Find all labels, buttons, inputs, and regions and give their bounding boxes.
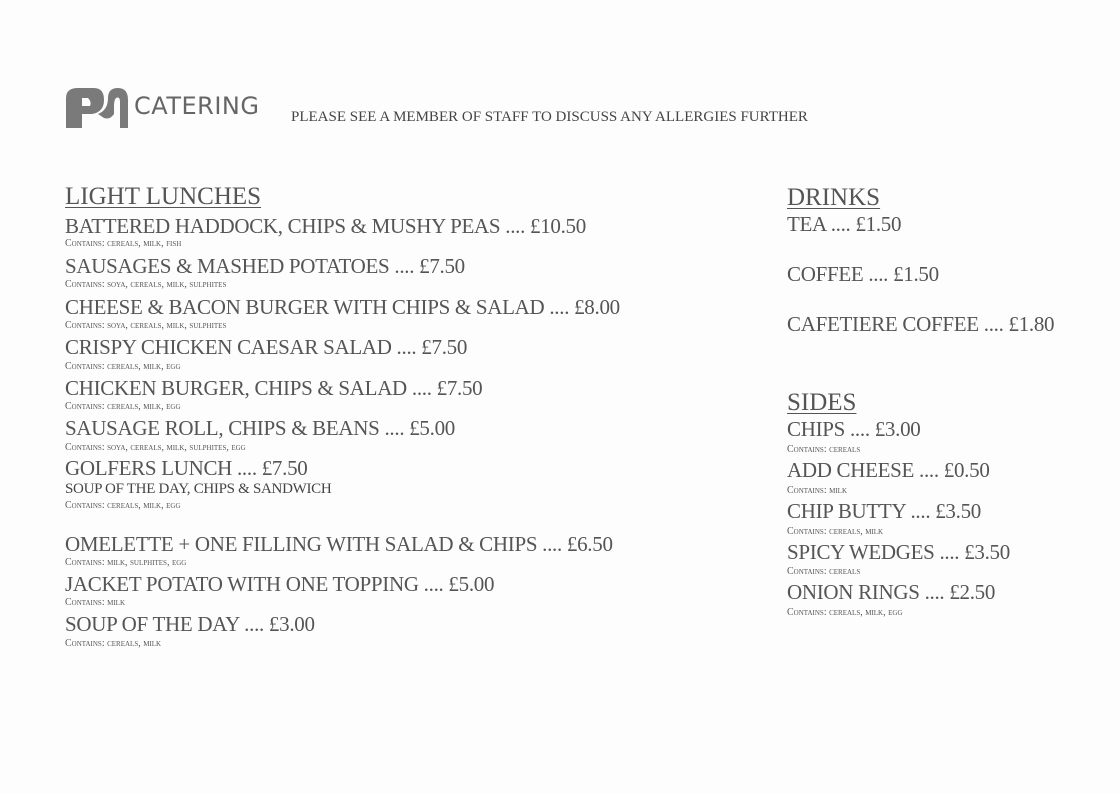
side-item: ONION RINGS .... £2.50: [787, 580, 996, 604]
side-item: CHIPS .... £3.00: [787, 417, 921, 441]
sides-heading: SIDES: [787, 389, 857, 416]
menu-item: BATTERED HADDOCK, CHIPS & MUSHY PEAS .... £10.50: [65, 214, 586, 238]
allergen-info: Contains: cereals, milk, egg: [65, 361, 181, 372]
allergen-info: Contains: milk: [65, 597, 125, 608]
allergen-info: Contains: cereals, milk, egg: [65, 401, 181, 412]
drink-item: COFFEE .... £1.50: [787, 262, 939, 286]
drink-item: CAFETIERE COFFEE .... £1.80: [787, 312, 1055, 336]
allergen-info: Contains: cereals, milk, fish: [65, 238, 182, 249]
allergen-info: Contains: cereals, milk: [787, 526, 884, 537]
menu-item: SAUSAGE ROLL, CHIPS & BEANS .... £5.00: [65, 416, 455, 440]
allergen-info: Contains: soya, cereals, milk, sulphites: [65, 279, 227, 290]
menu-item: CHEESE & BACON BURGER WITH CHIPS & SALAD .... £8.00: [65, 295, 620, 319]
allergen-info: Contains: cereals, milk, egg: [787, 607, 903, 618]
allergen-info: Contains: cereals: [787, 444, 861, 455]
menu-item: SAUSAGES & MASHED POTATOES .... £7.50: [65, 254, 465, 278]
drinks-heading: DRINKS: [787, 184, 881, 211]
menu-item: GOLFERS LUNCH .... £7.50: [65, 456, 308, 480]
menu-item: OMELETTE + ONE FILLING WITH SALAD & CHIPS .... £6.50: [65, 532, 613, 556]
side-item: ADD CHEESE .... £0.50: [787, 458, 990, 482]
allergen-info: Contains: soya, cereals, milk, sulphites, egg: [65, 442, 246, 453]
allergen-info: Contains: cereals: [787, 566, 861, 577]
light-lunches-heading: LIGHT LUNCHES: [65, 183, 262, 210]
item-description: SOUP OF THE DAY, CHIPS & SANDWICH: [65, 481, 332, 497]
allergen-info: Contains: milk: [787, 485, 847, 496]
allergen-info: Contains: cereals, milk, egg: [65, 500, 181, 511]
side-item: SPICY WEDGES .... £3.50: [787, 540, 1010, 564]
allergen-info: Contains: soya, cereals, milk, sulphites: [65, 320, 227, 331]
menu-item: CRISPY CHICKEN CAESAR SALAD .... £7.50: [65, 335, 468, 359]
allergen-info: Contains: cereals, milk: [65, 638, 162, 649]
brand-name: CATERING: [134, 92, 260, 120]
allergen-info: Contains: milk, sulphites, egg: [65, 557, 187, 568]
allergy-notice: PLEASE SEE A MEMBER OF STAFF TO DISCUSS ANY ALLERGIES FURTHER: [291, 109, 808, 125]
side-item: CHIP BUTTY .... £3.50: [787, 499, 981, 523]
drink-item: TEA .... £1.50: [787, 212, 902, 236]
menu-item: JACKET POTATO WITH ONE TOPPING .... £5.00: [65, 572, 495, 596]
pm-logo: [64, 84, 130, 130]
menu-item: CHICKEN BURGER, CHIPS & SALAD .... £7.50: [65, 376, 483, 400]
menu-item: SOUP OF THE DAY .... £3.00: [65, 612, 315, 636]
